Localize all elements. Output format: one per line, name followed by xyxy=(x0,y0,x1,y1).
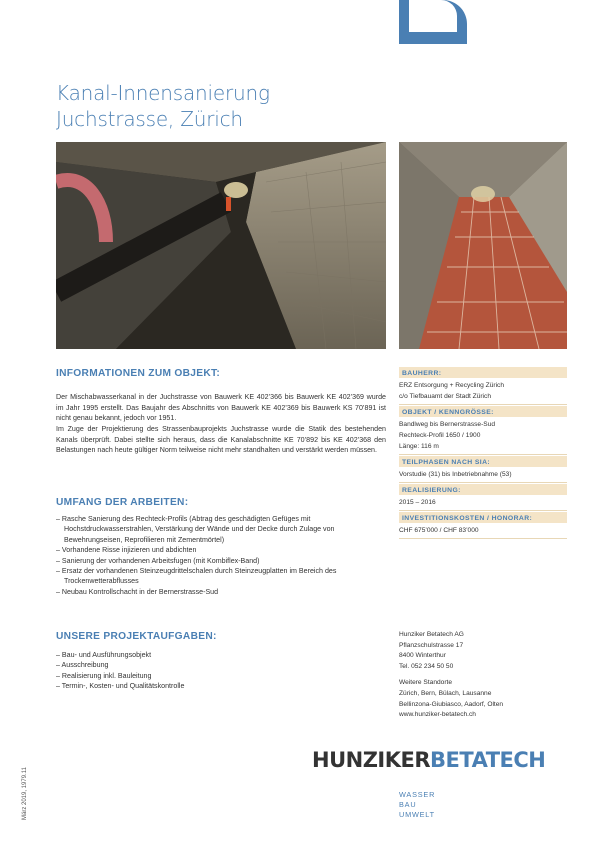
title-line-1: Kanal-Innensanierung xyxy=(56,81,270,105)
phases-label: TEILPHASEN NACH SIA: xyxy=(399,456,567,467)
title-line-2: Juchstrasse, Zürich xyxy=(56,107,243,131)
company-city: 8400 Winterthur xyxy=(399,652,446,660)
scope-heading: UMFANG DER ARBEITEN: xyxy=(56,497,189,508)
list-item: – Vorhandene Risse injizieren und abdichten xyxy=(56,545,386,555)
website-link[interactable]: www.hunziker-betatech.ch xyxy=(399,711,476,719)
client-value: ERZ Entsorgung + Recycling Zürich c/o Tiefbauamt der Stadt Zürich xyxy=(399,378,567,405)
tunnel-photo-1 xyxy=(56,142,386,349)
brand-part-2: BETATECH xyxy=(430,748,546,772)
locations-line-1: Zürich, Bern, Bülach, Lausanne xyxy=(399,689,492,697)
info-heading: INFORMATIONEN ZUM OBJEKT: xyxy=(56,368,221,379)
info-paragraph-2: Im Zuge der Projektierung des Strassenbauprojekts Juchstrasse wurde die Statik des bestehenden Kanals überprüft. Dabei stellte sich heraus, dass die Kanalabschnitte KE 70’892 bis KE 402’368 den Belastungen nach heute gültiger Norm teilweise nicht mehr standhalten und verstärkt werden müssen. xyxy=(56,425,386,455)
project-facts-sidebar xyxy=(399,366,567,539)
logo-mark-icon xyxy=(399,0,467,44)
tasks-list xyxy=(56,650,356,692)
brand-part-1: HUNZIKER xyxy=(312,748,431,772)
list-item: – Realisierung inkl. Bauleitung xyxy=(56,671,356,681)
company-name: Hunziker Betatech AG xyxy=(399,631,464,638)
list-item: – Sanierung der vorhandenen Arbeitsfugen (mit Kombiflex-Band) xyxy=(56,556,386,566)
brand-tagline: WASSER BAU UMWELT xyxy=(399,790,436,820)
phases-value: Vorstudie (31) bis Inbetriebnahme (53) xyxy=(399,467,567,483)
list-item: – Bau- und Ausführungsobjekt xyxy=(56,650,356,660)
costs-value: CHF 675’000 / CHF 83’000 xyxy=(399,523,567,539)
page-title xyxy=(56,80,270,132)
info-paragraph-1: Der Mischabwasserkanal in der Juchstrasse von Bauwerk KE 402’366 bis Bauwerk KE 402’369 wurde im Jahr 1995 erstellt. Das Baujahr des Abschnitts von Bauwerk KE 402’369 bis Bauwerk KS 70’891 ist nicht genau bekannt, jedoch vor 1951. xyxy=(56,393,386,423)
list-item: – Neubau Kontrollschacht in der Bernerstrasse-Sud xyxy=(56,587,386,597)
brand-logo xyxy=(312,748,545,772)
object-label: OBJEKT / KENNGRÖSSE: xyxy=(399,406,567,417)
object-value: Bandlweg bis Bernerstrasse-Sud Rechteck-Profil 1650 / 1900 Länge: 116 m xyxy=(399,417,567,455)
tasks-heading: UNSERE PROJEKTAUFGABEN: xyxy=(56,631,217,642)
contact-block xyxy=(399,630,503,721)
list-item: – Termin-, Kosten- und Qualitätskontrolle xyxy=(56,681,356,691)
company-street: Pflanzschulstrasse 17 xyxy=(399,641,464,649)
realization-label: REALISIERUNG: xyxy=(399,484,567,495)
date-code: März 2019, 1979.11 xyxy=(22,767,28,820)
locations-line-2: Bellinzona-Giubiasco, Aadorf, Olten xyxy=(399,700,504,708)
company-phone: Tel. 052 234 50 50 xyxy=(399,662,454,670)
realization-value: 2015 – 2016 xyxy=(399,495,567,511)
list-item: – Rasche Sanierung des Rechteck-Profils (Abtrag des geschädigten Gefüges mit Hochstdruckwasserstrahlen, Verstärkung der Wände und der Decke durch Zulage von Bewehrungseisen, Reprofilieren mit Zementmörtel) xyxy=(56,514,386,545)
costs-label: INVESTITIONSKOSTEN / HONORAR: xyxy=(399,512,567,523)
tunnel-photo-2 xyxy=(399,142,567,349)
list-item: – Ausschreibung xyxy=(56,660,356,670)
client-label: BAUHERR: xyxy=(399,367,567,378)
locations-label: Weitere Standorte xyxy=(399,679,453,687)
scope-list xyxy=(56,514,386,597)
list-item: – Ersatz der vorhandenen Steinzeugdrittelschalen durch Steinzeugplatten im Bereich des Trockenwetterabflusses xyxy=(56,566,386,587)
